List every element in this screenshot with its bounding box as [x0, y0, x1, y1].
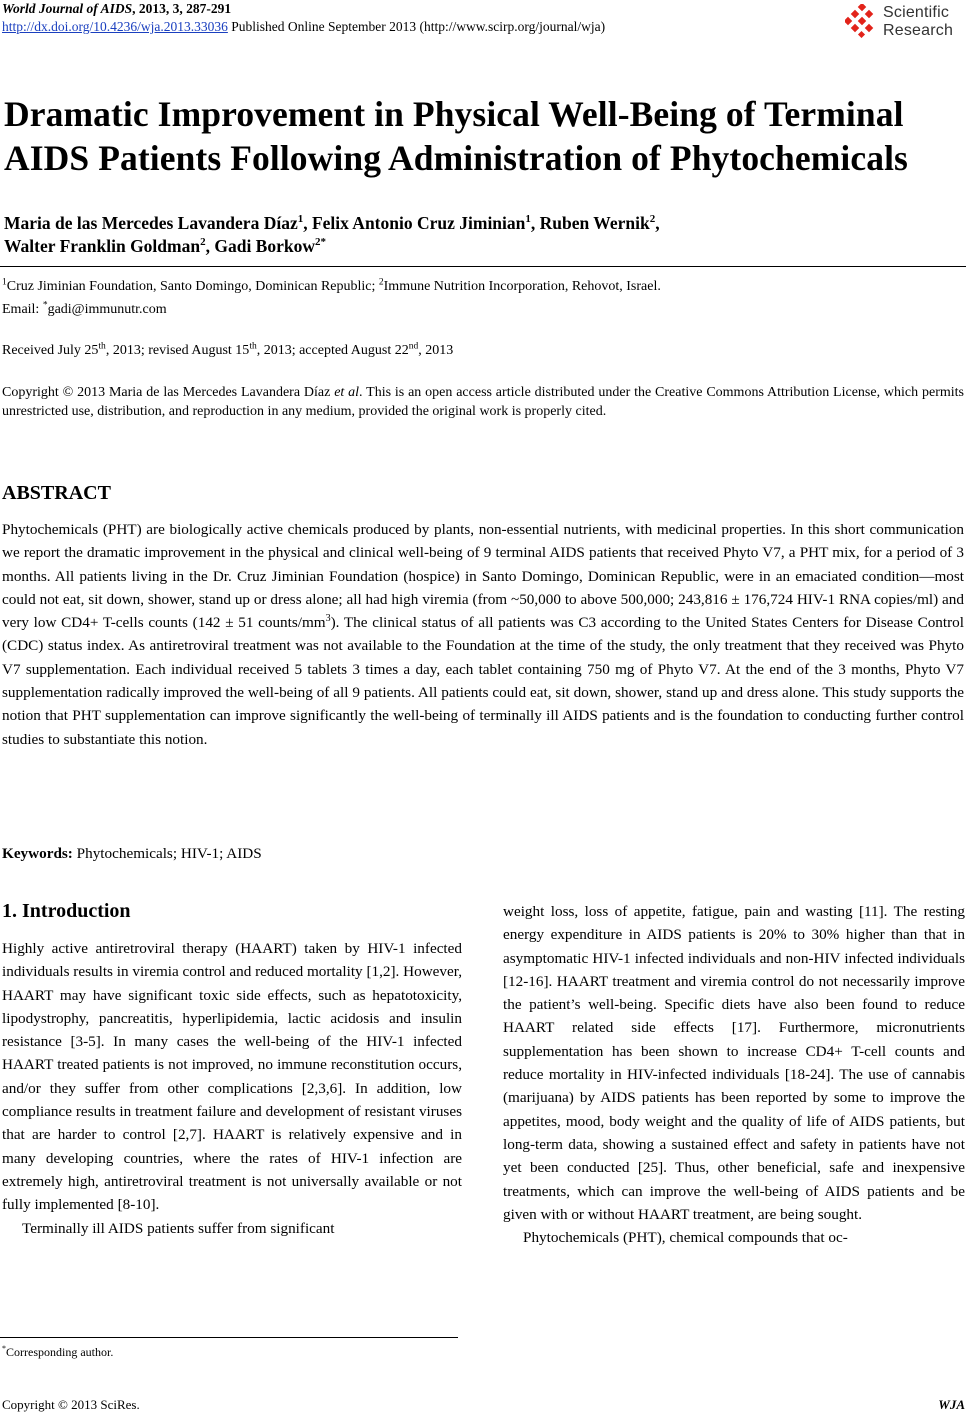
title-divider [0, 266, 966, 267]
author-affiliation-mark: 2 [649, 213, 656, 226]
copyright-notice: Copyright © 2013 Maria de las Mercedes Lavandera Díaz et al. This is an open access article distributed under the Creative Commons Attribution License, which permits unrestricted use, distribution, and reproduction in any medium, provided the original work is properly cited. [2, 385, 964, 419]
section-heading-introduction: 1. Introduction [2, 900, 131, 922]
email-address[interactable]: gadi@immunutr.com [47, 302, 167, 317]
footnote-divider [0, 1337, 458, 1338]
footer-copyright: Copyright © 2013 SciRes. [2, 1397, 140, 1412]
author-affiliation-mark: 2 [200, 236, 206, 249]
abstract-heading: ABSTRACT [2, 482, 111, 504]
author-name: Felix Antonio Cruz Jiminian [311, 213, 526, 233]
keywords-text: Phytochemicals; HIV-1; AIDS [72, 845, 262, 862]
footnote: *Corresponding author. [2, 1344, 114, 1359]
paragraph: Highly active antiretroviral therapy (HAART) taken by HIV-1 infected individuals results in viremia control and reduced mortality [1,2]. However, HAART may have significant toxic side effects, such as hepatotoxicity, lipodystrophy, pancreatitis, hyperlipidemia, lactic acidosis and insulin resistance [3-5]. In many cases the well-being of the HIV-1 infected HAART treated patients is not improved, no immune reconstitution occurs, and/or they suffer from other complications [2,3,6]. In addition, low compliance results in treatment failure and development of resistant viruses that are harder to control [2,7]. HAART is relatively expensive and in many developing countries, where the rates of HIV-1 infection are extremely high, antiretroviral treatment is not universally available or not fully implemented [8-10]. [2, 940, 462, 1214]
left-column [2, 937, 462, 1240]
keywords-label: Keywords: [2, 845, 73, 862]
author-name: Walter Franklin Goldman [4, 236, 201, 256]
paper-title: Dramatic Improvement in Physical Well-Being of Terminal AIDS Patients Following Administration of Phytochemicals [4, 94, 908, 178]
right-column [503, 900, 965, 1249]
logo-text-line1: Scientific [883, 4, 950, 21]
affiliations: $^1$Cruz Jiminian Foundation, Santo Domingo, Dominican Republic; $^2$Immune Nutrition Incorporation, Rehovot, Israel. [2, 277, 661, 294]
author-name: Ruben Wernik [539, 213, 650, 233]
paragraph: Phytochemicals (PHT), chemical compounds that oc- [523, 1229, 848, 1247]
author-name: Gadi Borkow [214, 236, 315, 256]
email-line: Email: *gadi@immunutr.com [2, 300, 167, 317]
journal-header [2, 0, 605, 36]
author-affiliation-mark: 1 [525, 213, 531, 226]
author-list: Maria de las Mercedes Lavandera Díaz$^1$, Felix Antonio Cruz Jiminian$^1$, Ruben Wernik$^2$, Walter Franklin Goldman$^2$, Gadi Borkow$^{2*}$ [4, 213, 660, 256]
publication-info: Published Online September 2013 (http://www.scirp.org/journal/wja) [227, 19, 606, 34]
footer-journal-abbrev: WJA [938, 1397, 965, 1412]
received-dates: Received July 25th, 2013; revised August 15th, 2013; accepted August 22nd, 2013 [2, 341, 454, 358]
scientific-research-logo-icon [845, 4, 877, 38]
keywords [2, 843, 262, 865]
author-affiliation-mark: 2* [315, 236, 326, 249]
author-affiliation-mark: 1 [297, 213, 304, 226]
author-name: Maria de las Mercedes Lavandera Díaz [4, 213, 298, 233]
journal-name: World Journal of AIDS, 2013, 3, 287-291 [2, 1, 232, 16]
logo-text-line2: Research [883, 22, 954, 39]
abstract-text: Phytochemicals (PHT) are biologically active chemicals produced by plants, non-essential nutrients, with medicinal properties. In this short communication we report the dramatic improvement in the physical and clinical well-being of 9 terminal AIDS patients that received Phyto V7, a PHT mix, for a period of 3 months. All patients living in the Dr. Cruz Jiminian Foundation (hospice) in Santo Domingo, Dominican Republic, were in an emaciated condition—most could not eat, sit down, shower, stand up or dress alone; all had high viremia (from ~50,000 to above 500,000; 243,816 ± 176,724 HIV-1 RNA copies/ml) and very low CD4+ T-cells counts (142 ± 51 counts/$mm^3$). The clinical status of all patients was C3 according to the United States Centers for Disease Control (CDC) status index. As antiretroviral treatment was not available to the Foundation at the time of the study, the only treatment that they received was Phyto V7 supplementation. Each individual received 5 tablets 3 times a day, each tablet containing 750 mg of Phyto V7. At the end of the 3 months, Phyto V7 supplementation radically improved the well-being of all 9 patients. All patients could eat, sit down, shower, stand up and dress alone. This study supports the notion that PHT supplementation can improve significantly the well-being of terminally ill AIDS patients and is the foundation to conducting further control studies to substantiate this notion. [2, 521, 964, 748]
paragraph: Terminally ill AIDS patients suffer from significant [22, 1219, 335, 1237]
paragraph: weight loss, loss of appetite, fatigue, pain and wasting [11]. The resting energy expenditure in AIDS patients is 20% to 30% higher than that in asymptomatic HIV-1 infected individuals and non-HIV infected individuals [12-16]. HAART treatment and viremia control do not necessarily improve the patient’s well-being. Specific diets have also been found to reduce HAART related side effects [17]. Furthermore, micronutrients supplementation has been shown to increase CD4+ T-cell counts and reduce mortality in HIV-infected individuals [18-24]. The use of cannabis (marijuana) by AIDS patients has been reported by some to improve the appetites, mood, body weight and the quality of life of AIDS patients, but long-term data, showing a sustained effect and safety in patients have not yet been conducted [25]. Thus, other beneficial, safe and inexpensive treatments, which can improve the well-being of AIDS patients and be given with or without HAART treatment, are being sought. [503, 903, 965, 1223]
doi-link[interactable]: http://dx.doi.org/10.4236/wja.2013.33036 [2, 19, 228, 34]
publisher-logo [845, 2, 965, 42]
